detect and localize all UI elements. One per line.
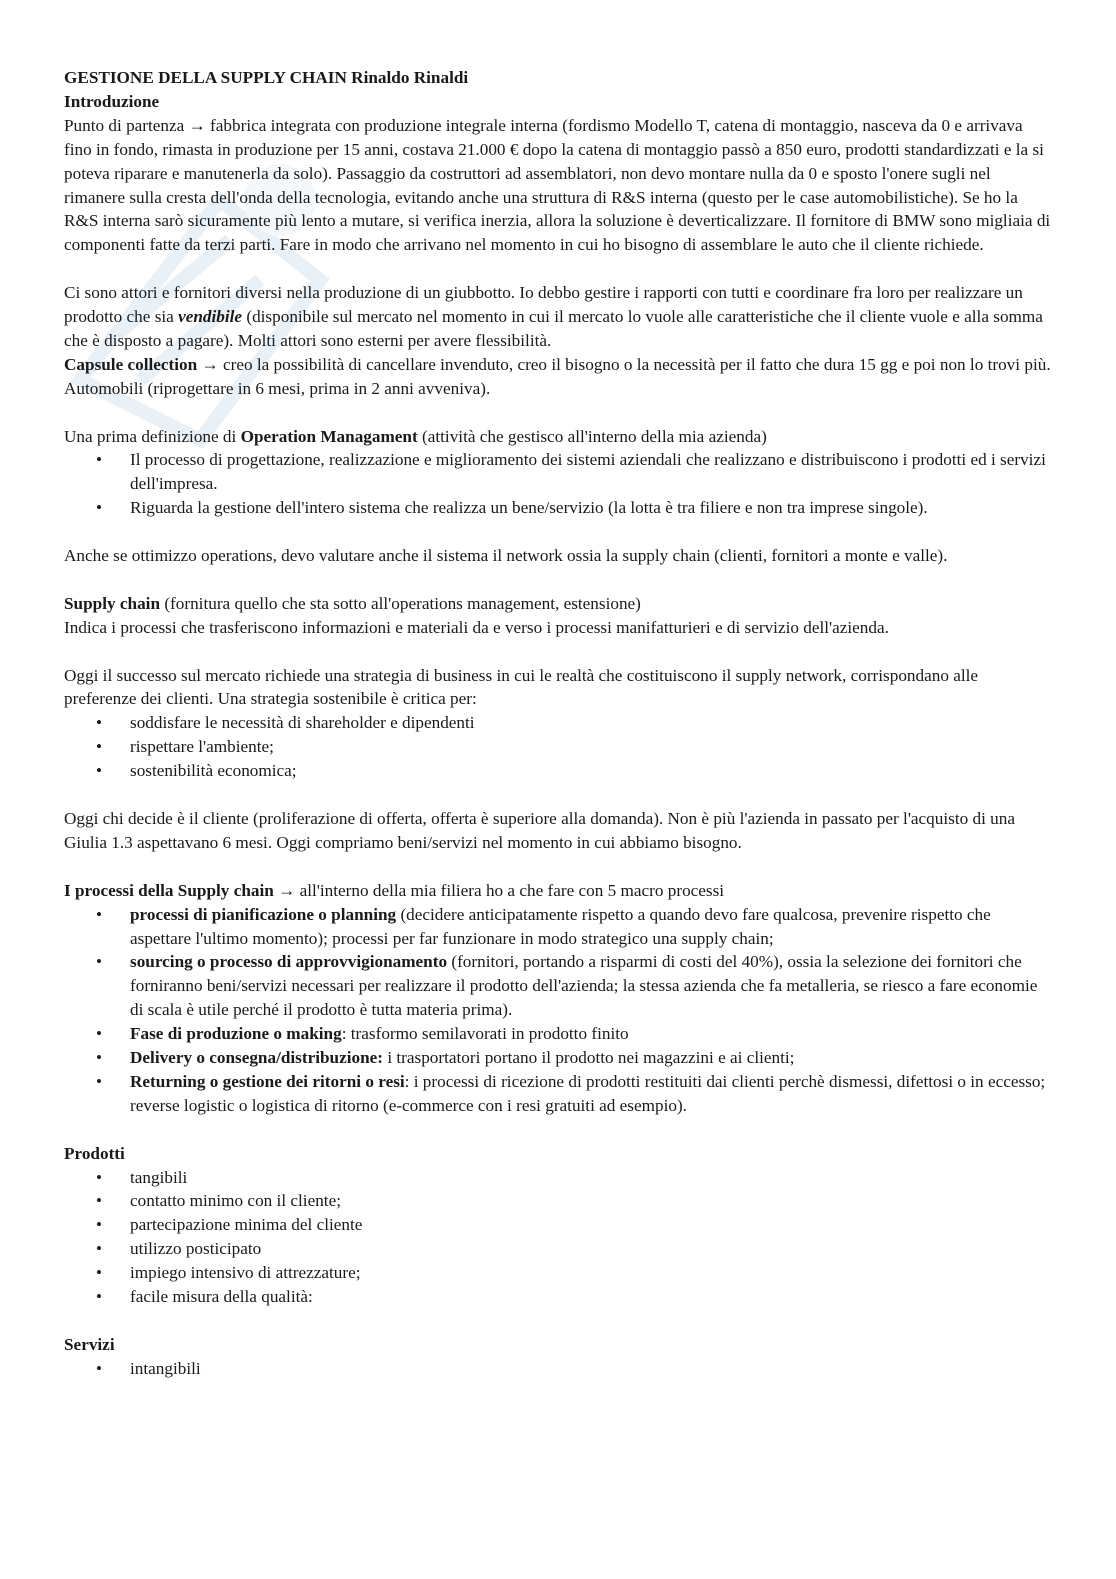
list-item: • sourcing o processo di approvvigionamento (fornitori, portando a risparmi di costi del 40%), ossia la selezione dei fornitori che forniranno beni/servizi necessari per realizzare il prodotto dell'azienda; la stessa azienda che fa metalleria, se riesco a fare economie di scala è utile perché il prodotto è tutta materia prima). [96, 952, 1038, 1020]
list-item: • intangibili [96, 1358, 201, 1378]
list-item: • soddisfare le necessità di shareholder e dipendenti [96, 713, 475, 733]
operation-management-intro: Una prima definizione di Operation Managament (attività che gestisco all'interno della mia azienda) [64, 426, 767, 446]
strategy-paragraph: Oggi il successo sul mercato richiede una strategia di business in cui le realtà che costituiscono il supply network, corrispondano alle preferenze dei clienti. Una strategia sostenibile è critica per: [64, 665, 979, 709]
supply-chain-heading: Supply chain (fornitura quello che sta sotto all'operations management, estensione) [64, 593, 641, 613]
document-title: GESTIONE DELLA SUPPLY CHAIN Rinaldo Rinaldi [64, 68, 469, 87]
list-item: • facile misura della qualità: [96, 1287, 313, 1307]
strategy-list [64, 711, 1054, 783]
customer-paragraph: Oggi chi decide è il cliente (proliferazione di offerta, offerta è superiore alla domanda). Non è più l'azienda in passato per l'acquisto di una Giulia 1.3 aspettavano 6 mesi. Oggi compriamo beni/servizi nel momento in cui abbiamo bisogno. [64, 809, 1015, 852]
network-paragraph: Anche se ottimizzo operations, devo valutare anche il sistema il network ossia la supply chain (clienti, fornitori a monte e valle). [64, 546, 948, 566]
list-item: • Returning o gestione dei ritorni o resi: i processi di ricezione di prodotti restituiti dai clienti perchè dismessi, difettosi o in eccesso; reverse logistic o logistica di ritorno (e-commerce con i resi gratuiti ad esempio). [96, 1071, 1046, 1115]
list-item: • processi di pianificazione o planning (decidere anticipatamente rispetto a quando devo fare qualcosa, prevenire rispetto che aspettare l'ultimo momento); processi per far funzionare in modo strategico una supply chain; [96, 904, 991, 948]
list-item: • rispettare l'ambiente; [96, 737, 274, 757]
servizi-heading: Servizi [64, 1334, 115, 1354]
supply-chain-definition: Indica i processi che trasferiscono informazioni e materiali da e verso i processi manifatturieri e di servizio dell'azienda. [64, 617, 889, 637]
vendibile-term: vendibile [178, 307, 243, 327]
list-item: • partecipazione minima del cliente [96, 1215, 363, 1235]
list-item: • contatto minimo con il cliente; [96, 1191, 341, 1211]
servizi-list [64, 1357, 1054, 1381]
processes-heading: I processi della Supply chain → all'interno della mia filiera ho a che fare con 5 macro processi [64, 880, 725, 900]
intro-paragraph: Punto di partenza → fabbrica integrata con produzione integrale interna (fordismo Modello T, catena di montaggio, nasceva da 0 e arrivava fino in fondo, rimasta in produzione per 15 anni, costava 21.000 € dopo la catena di montaggio passò a 850 euro, prodotti standardizzati e la si poteva riparare e manutenerla da solo). Passaggio da costruttori ad assemblatori, non devo montare nulla da 0 e sposto l'onere sugli nel rimanere sulla cresta dell'onda della tecnologia, evitando anche una struttura di R&S interna (questo per le case automobilistiche). Se ho la R&S interna sarò sicuramente più lento a mutare, si verifica inerzia, allora la soluzione è deverticalizzare. Il fornitore di BMW sono migliaia di componenti fatte da terzi parti. Fare in modo che arrivano nel momento in cui ho bisogno di assemblare le auto che il cliente richiede. [64, 115, 1051, 255]
list-item: • Riguarda la gestione dell'intero sistema che realizza un bene/servizio (la lotta è tra filiere e non tra imprese singole). [96, 498, 928, 518]
list-item: • Il processo di progettazione, realizzazione e miglioramento dei sistemi aziendali che realizzano e distribuiscono i prodotti ed i servizi dell'impresa. [96, 450, 1046, 494]
intro-heading: Introduzione [64, 91, 160, 111]
actors-paragraph: Ci sono attori e fornitori diversi nella produzione di un giubbotto. Io debbo gestire i rapporti con tutti e coordinare fra loro per realizzare un prodotto che sia vendibile (disponibile sul mercato nel momento in cui il mercato lo vuole alle caratteristiche che il cliente vuole e alla somma che è disposto a pagare). Molti attori sono esterni per avere flessibilità. Capsule collection → creo la possibilità di cancellare invenduto, creo il bisogno o la necessità per il fatto che dura 15 gg e poi non lo trovi più. Automobili (riprogettare in 6 mesi, prima in 2 anni avveniva). [64, 283, 1051, 398]
operation-management-list [64, 448, 1054, 520]
capsule-collection-term: Capsule collection [64, 354, 198, 374]
list-item: • sostenibilità economica; [96, 761, 297, 781]
prodotti-list [64, 1166, 1054, 1309]
list-item: • utilizzo posticipato [96, 1239, 262, 1259]
list-item: • Delivery o consegna/distribuzione: i trasportatori portano il prodotto nei magazzini e ai clienti; [96, 1048, 795, 1068]
processes-list [64, 903, 1054, 1118]
list-item: • Fase di produzione o making: trasformo semilavorati in prodotto finito [96, 1024, 629, 1044]
prodotti-heading: Prodotti [64, 1143, 125, 1163]
list-item: • impiego intensivo di attrezzature; [96, 1263, 361, 1283]
list-item: • tangibili [96, 1167, 188, 1187]
document-page [64, 66, 1054, 1381]
